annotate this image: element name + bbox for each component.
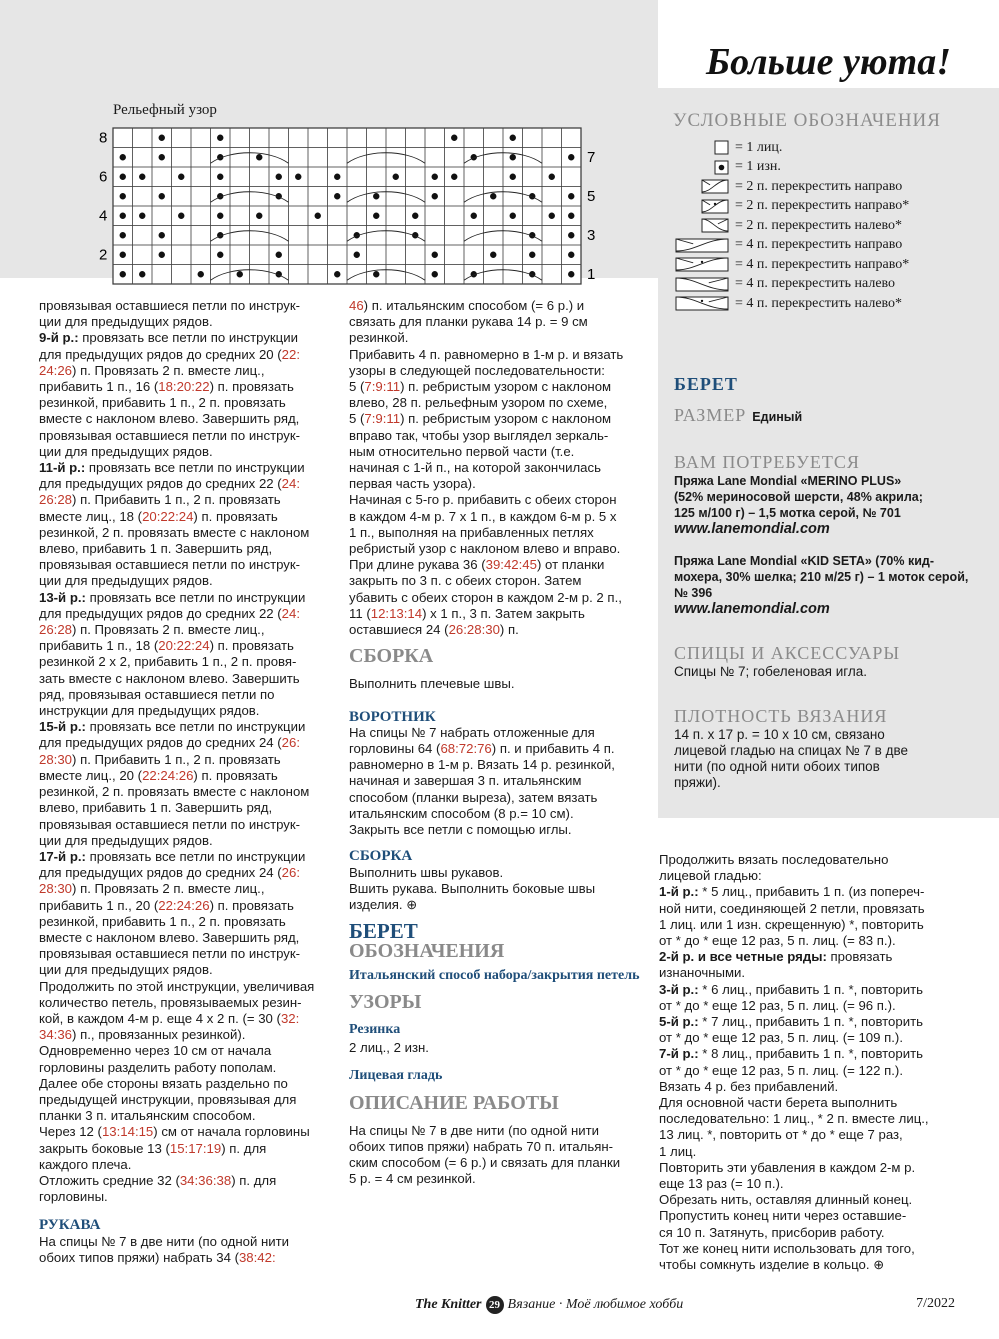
patterns-heading: УЗОРЫ: [349, 990, 422, 1013]
column-1: [39, 298, 339, 1266]
yarn-line: мохера, 30% шелка; 210 м/25 г) – 1 моток серой,: [674, 570, 969, 584]
page-headline: Больше уюта!: [705, 41, 951, 83]
text-line: кой, в каждом 4-м р. еще 4 х 2 п. (= 30 (32:: [39, 1010, 300, 1026]
legend-text: = 1 изн.: [735, 159, 781, 175]
purl-dot: [471, 213, 477, 219]
text-line: На спицы № 7 в две нити (по одной нити: [39, 1233, 290, 1249]
text-line: от * до * еще 12 раз, 5 п. лиц. (= 122 п.).: [659, 1062, 903, 1078]
purl-dot: [120, 213, 126, 219]
purl-dot: [139, 174, 145, 180]
legend-text: = 4 п. перекрестить налево*: [735, 295, 903, 311]
text-line: 11-й р.: провязать все петли по инструкции: [39, 460, 305, 476]
collar-heading: ВОРОТНИК: [349, 708, 436, 725]
text-line: вместе с наклоном влево. Завершить ряд,: [39, 411, 300, 427]
text-line: равномерно в 1-м р. Вязать 14 р. резинкой,: [349, 757, 615, 773]
purl-dot: [568, 252, 574, 258]
purl-dot: [159, 252, 165, 258]
purl-dot: [217, 252, 223, 258]
text-line: 13 лиц. *, повторить от * до * еще 7 раз,: [659, 1127, 903, 1143]
yarn-line: (52% мериносовой шерсти, 48% акрила;: [674, 490, 923, 504]
purl-dot: [120, 232, 126, 238]
legend-text: = 4 п. перекрестить направо*: [735, 256, 910, 272]
materials-heading: ВАМ ПОТРЕБУЕТСЯ: [674, 452, 860, 472]
text-line: Закрыть все петли с помощью иглы.: [349, 822, 572, 838]
legend-text: = 2 п. перекрестить налево*: [735, 217, 903, 233]
purl-dot: [178, 174, 184, 180]
legend-symbol: [673, 218, 729, 233]
gauge-line: пряжи).: [674, 775, 721, 790]
text-line: влево, прибавить 1 п. Завершить ряд,: [39, 800, 273, 816]
legend-item: [673, 275, 973, 295]
text-line: горловины разделить работу пополам.: [39, 1059, 277, 1075]
text-line: убавить с обеих сторон в каждом 2-м р. 2 п.,: [349, 589, 622, 605]
row-number-right: 5: [587, 188, 596, 206]
purl-dot: [432, 174, 438, 180]
chart-title: Рельефный узор: [113, 102, 217, 118]
yarn-line: № 396: [674, 586, 713, 600]
yarn-line: Пряжа Lane Mondial «KID SETA» (70% кид-: [674, 554, 935, 568]
legend: [673, 110, 973, 314]
text-line: При длине рукава 36 (39:42:45) от планки: [349, 557, 605, 573]
text-line: ным относительно первой части (т.е.: [349, 443, 575, 459]
text-line: 1-й р.: * 5 лиц., прибавить 1 п. (из попереч-: [659, 884, 925, 900]
text-line: Одновременно через 10 см от начала: [39, 1043, 272, 1059]
text-line: Тот же конец нити использовать для того,: [659, 1240, 915, 1256]
gauge-line: нити (по одной нити обоих типов: [674, 759, 880, 774]
row-number-left: 4: [99, 207, 108, 225]
text-line: резинкой, 2 п. провязать вместе с наклоном: [39, 524, 310, 540]
purl-dot: [490, 252, 496, 258]
end-mark-icon: ⊕: [402, 896, 418, 912]
assembly-heading: СБОРКА: [349, 645, 434, 668]
gauge-line: 14 п. х 17 р. = 10 х 10 см, связано: [674, 727, 885, 742]
purl-dot: [549, 174, 555, 180]
purl-dot: [139, 213, 145, 219]
legend-text: = 2 п. перекрестить направо: [735, 178, 903, 194]
column-3: [659, 852, 959, 1273]
text-line: 15-й р.: провязать все петли по инструкции: [39, 719, 306, 735]
row-number-right: 3: [587, 227, 596, 245]
legend-text: = 4 п. перекрестить налево: [735, 276, 896, 292]
legend-title: УСЛОВНЫЕ ОБОЗНАЧЕНИЯ: [673, 110, 941, 131]
text-line: закрыть по 3 п. с обеих сторон. Затем: [349, 573, 582, 589]
row-number-right: 7: [587, 149, 596, 167]
purl-dot: [393, 174, 399, 180]
text-line: ции для предыдущих рядов.: [39, 962, 213, 978]
purl-dot: [178, 213, 184, 219]
purl-dot: [373, 213, 379, 219]
text-line: ским способом (= 6 р.) и связать для планки: [349, 1155, 621, 1171]
text-line: ряд, провязывая оставшиеся петли по: [39, 686, 275, 702]
purl-dot: [568, 213, 574, 219]
purl-dot: [412, 213, 418, 219]
text-line: способом (планки выреза), затем вязать: [349, 789, 598, 805]
text-line: для предыдущих рядов до средних 20 (22:: [39, 346, 301, 362]
text-line: 5 (7:9:11) п. ребристым узором с наклоном: [349, 411, 612, 427]
text-line: ции для предыдущих рядов.: [39, 443, 213, 459]
purl-dot: [432, 252, 438, 258]
purl-dot: [490, 193, 496, 199]
purl-dot: [373, 271, 379, 277]
purl-dot: [120, 193, 126, 199]
purl-dot: [451, 174, 457, 180]
yarn-1: [674, 473, 974, 521]
needles-text: Спицы № 7; гобеленовая игла.: [674, 664, 868, 679]
text-line: для предыдущих рядов до средних 24 (26:: [39, 735, 301, 751]
row-number-right: 1: [587, 266, 596, 284]
text-line: Продолжить по этой инструкции, увеличивая: [39, 978, 315, 994]
beret-section-heading: БЕРЕТ: [349, 919, 418, 944]
text-line: влево, 28 п. рельефным узором по схеме,: [349, 395, 608, 411]
gauge-heading: ПЛОТНОСТЬ ВЯЗАНИЯ: [674, 706, 888, 726]
footer-tail: Вязание · Моё любимое хобби: [507, 1297, 684, 1312]
row-number-left: 2: [99, 246, 108, 264]
purl-dot: [256, 213, 262, 219]
text-line: ции для предыдущих рядов.: [39, 573, 213, 589]
purl-dot: [159, 193, 165, 199]
purl-dot: [120, 271, 126, 277]
purl-dot: [217, 174, 223, 180]
size-heading: РАЗМЕР: [674, 405, 747, 425]
page-number: 29: [486, 1296, 504, 1314]
needles-heading: СПИЦЫ И АКСЕССУАРЫ: [674, 643, 901, 663]
text-line: предыдущей инструкции, провязывая для: [39, 1091, 297, 1107]
purl-dot: [568, 154, 574, 160]
footer-brand: The Knitter: [415, 1297, 482, 1312]
text-line: вместе лиц., 20 (22:24:26) п. провязать: [39, 767, 278, 783]
legend-item: [673, 197, 973, 217]
text-line: 13-й р.: провязать все петли по инструкции: [39, 589, 306, 605]
text-line: от * до * еще 12 раз, 5 п. лиц. (= 83 п.).: [659, 933, 896, 949]
text-line: Пропустить конец нити через оставшие-: [659, 1208, 907, 1224]
text-line: 11 (12:13:14) х 1 п., 3 п. Затем закрыть: [349, 605, 585, 621]
purl-dot: [334, 174, 340, 180]
legend-symbol: [673, 277, 729, 292]
text-line: прибавить 1 п., 18 (20:22:24) п. провязать: [39, 638, 294, 654]
text-line: для предыдущих рядов до средних 24 (26:: [39, 865, 301, 881]
text-line: зать вместе с наклоном влево. Завершить: [39, 670, 300, 686]
column-2: [349, 298, 649, 1188]
text-line: Через 12 (13:14:15) см от начала горловины: [39, 1124, 310, 1140]
legend-item: [673, 177, 973, 197]
gauge-text: [674, 727, 974, 791]
text-line: резинкой.: [349, 330, 409, 346]
text-line: Вшить рукава. Выполнить боковые швы: [349, 880, 596, 896]
text-line: 5 (7:9:11) п. ребристым узором с наклоном: [349, 379, 612, 395]
text-line: резинкой, прибавить 1 п., 2 п. провязать: [39, 913, 286, 929]
text-line: горловины.: [39, 1189, 108, 1205]
text-line: Вязать 4 р. без прибавлений.: [659, 1078, 839, 1094]
text-line: прибавить 1 п., 20 (22:24:26) п. провязать: [39, 897, 294, 913]
text-line: провязывая оставшиеся петли по инструк-: [39, 427, 301, 443]
text-line: 24:26) п. Провязать 2 п. вместе лиц.,: [39, 362, 265, 378]
text-line: 9-й р.: провязать все петли по инструкции: [39, 330, 298, 346]
yarn-2: [674, 553, 974, 601]
size-value: Единый: [752, 410, 803, 424]
purl-dot: [568, 232, 574, 238]
legend-item: [673, 236, 973, 256]
text-line: связать для планки рукава 14 р. = 9 см: [349, 314, 588, 330]
row-number-left: 8: [99, 129, 108, 147]
beret-heading: БЕРЕТ: [674, 374, 738, 394]
sleeves-heading: РУКАВА: [39, 1217, 101, 1234]
text-line: изделия. ⊕: [349, 896, 418, 912]
purl-dot: [120, 174, 126, 180]
text-line: первая часть узора).: [349, 476, 476, 492]
text-line: 26:28) п. Прибавить 1 п., 2 п. провязать: [39, 492, 281, 508]
text-line: каждого плеча.: [39, 1156, 132, 1172]
yarn-2-url: www.lanemondial.com: [674, 601, 830, 617]
text-line: 34:36) п., провязанных резинкой).: [39, 1027, 246, 1043]
legend-item: [673, 158, 973, 178]
text-line: 5 р. = 4 см резинкой.: [349, 1171, 476, 1187]
yarn-1-url: www.lanemondial.com: [674, 521, 830, 537]
text-line: закрыть боковые 13 (15:17:19) п. для: [39, 1140, 267, 1156]
text-line: вместе с наклоном влево. Завершить ряд,: [39, 929, 300, 945]
text-line: провязывая оставшиеся петли по инструк-: [39, 816, 301, 832]
rib-heading: Резинка: [349, 1021, 401, 1037]
text-line: оставшиеся 24 (26:28:30) п.: [349, 622, 519, 638]
legend-symbol: [673, 160, 729, 175]
legend-item: [673, 216, 973, 236]
text-line: изнаночными.: [659, 965, 746, 981]
text-line: 2-й р. и все четные ряды: провязать: [659, 949, 893, 965]
text-line: планки 3 п. итальянским способом.: [39, 1108, 256, 1124]
purl-dot: [510, 213, 516, 219]
text-line: 1 лиц.: [659, 1143, 697, 1159]
purl-dot: [217, 213, 223, 219]
text-line: инструкции для предыдущих рядов.: [39, 703, 260, 719]
purl-dot: [139, 271, 145, 277]
purl-dot: [256, 154, 262, 160]
purl-dot: [237, 271, 243, 277]
text-line: прибавить 1 п., 16 (18:20:22) п. провязать: [39, 379, 294, 395]
legend-text: = 4 п. перекрестить направо: [735, 237, 903, 253]
text-line: последовательно: 1 лиц., * 2 п. вместе лиц.,: [659, 1111, 929, 1127]
text-line: 1 п., выполняя на прибавленных петлях: [349, 524, 594, 540]
legend-rows: [673, 138, 973, 314]
stockinette-heading: Лицевая гладь: [349, 1068, 443, 1084]
text-line: Обрезать нить, оставляя длинный конец.: [659, 1192, 913, 1208]
text-line: 7-й р.: * 8 лиц., прибавить 1 п. *, повторить: [659, 1046, 924, 1062]
text-line: Повторить эти убавления в каждом 2-м р.: [659, 1159, 916, 1175]
text-line: чтобы сомкнуть изделие в кольцо. ⊕: [659, 1257, 885, 1273]
text-line: провязывая оставшиеся петли по инструк-: [39, 557, 301, 573]
purl-dot: [159, 154, 165, 160]
purl-dot: [295, 174, 301, 180]
purl-dot: [198, 271, 204, 277]
text-line: от * до * еще 12 раз, 5 п. лиц. (= 96 п.).: [659, 997, 896, 1013]
issue-number: 7/2022: [916, 1296, 955, 1311]
text-line: лицевой гладью:: [659, 868, 762, 884]
text-line: На спицы № 7 в две нити (по одной нити: [349, 1122, 600, 1138]
text-line: Выполнить плечевые швы.: [349, 676, 515, 692]
text-line: вправо так, чтобы узор выглядел зеркаль-: [349, 427, 609, 443]
purl-dot: [549, 213, 555, 219]
text-line: резинкой, 2 п. провязать вместе с наклоном: [39, 784, 310, 800]
work-description-heading: ОПИСАНИЕ РАБОТЫ: [349, 1091, 559, 1114]
text-line: 28:30) п. Прибавить 1 п., 2 п. провязать: [39, 751, 281, 767]
legend-symbol: [673, 296, 729, 311]
purl-dot: [120, 252, 126, 258]
legend-symbol: [673, 179, 729, 194]
text-line: 17-й р.: провязать все петли по инструкции: [39, 848, 306, 864]
text-line: 2 лиц., 2 изн.: [349, 1040, 429, 1056]
text-line: от * до * еще 12 раз, 5 п. лиц. (= 109 п.).: [659, 1030, 903, 1046]
purl-dot: [159, 135, 165, 141]
legend-symbol: [673, 238, 729, 253]
text-line: На спицы № 7 набрать отложенные для: [349, 724, 595, 740]
footer: [415, 1296, 683, 1314]
purl-dot: [334, 193, 340, 199]
legend-symbol: [673, 199, 729, 214]
purl-dot: [510, 135, 516, 141]
italian-method-heading: Итальянский способ набора/закрытия петель: [349, 967, 640, 983]
purl-dot: [315, 213, 321, 219]
purl-dot: [217, 135, 223, 141]
text-line: количество петель, провязываемых резин-: [39, 994, 302, 1010]
text-line: Для основной части берета выполнить: [659, 1095, 898, 1111]
text-line: Начиная с 5-го р. прибавить с обеих сторон: [349, 492, 617, 508]
text-line: влево, прибавить 1 п. Завершить ряд,: [39, 541, 273, 557]
purl-dot: [529, 252, 535, 258]
text-line: Прибавить 4 п. равномерно в 1-м р. и вязать: [349, 346, 624, 362]
legend-item: [673, 138, 973, 158]
legend-item: [673, 255, 973, 275]
purl-dot: [120, 154, 126, 160]
text-line: узоры в следующей последовательности:: [349, 362, 605, 378]
purl-dot: [354, 252, 360, 258]
text-line: обоих типов пряжи) набрать 70 п. итальян-: [349, 1138, 614, 1154]
row-number-left: 6: [99, 168, 108, 186]
text-line: 28:30) п. Провязать 2 п. вместе лиц.,: [39, 881, 265, 897]
legend-symbol: [673, 257, 729, 272]
text-line: для предыдущих рядов до средних 22 (24:: [39, 605, 301, 621]
gauge-line: лицевой гладью на спицах № 7 в две: [674, 743, 909, 758]
text-line: Далее обе стороны вязать раздельно по: [39, 1075, 288, 1091]
stitch-chart: [95, 125, 615, 284]
text-line: 3-й р.: * 6 лиц., прибавить 1 п. *, повторить: [659, 981, 924, 997]
purl-dot: [568, 271, 574, 277]
text-line: Отложить средние 32 (34:36:38) п. для: [39, 1172, 277, 1188]
purl-dot: [276, 174, 282, 180]
text-line: резинкой, прибавить 1 п., 2 п. провязать: [39, 395, 286, 411]
text-line: еще 13 раз (= 10 п.).: [659, 1176, 784, 1192]
text-line: резинкой 2 х 2, прибавить 1 п., 2 п. провя-: [39, 654, 297, 670]
text-line: ции для предыдущих рядов.: [39, 832, 213, 848]
text-line: для предыдущих рядов до средних 22 (24:: [39, 476, 301, 492]
legend-item: [673, 294, 973, 314]
purl-dot: [432, 271, 438, 277]
purl-dot: [510, 174, 516, 180]
legend-text: = 2 п. перекрестить направо*: [735, 198, 910, 214]
right-info: [674, 374, 974, 791]
text-line: в каждом 4-м р. 7 х 1 п., в каждом 6-м р. 5 х: [349, 508, 617, 524]
text-line: ции для предыдущих рядов.: [39, 314, 213, 330]
text-line: 5-й р.: * 7 лиц., прибавить 1 п. *, повторить: [659, 1014, 924, 1030]
purl-dot: [432, 193, 438, 199]
text-line: 46) п. итальянским способом (= 6 р.) и: [349, 298, 585, 313]
text-line: провязывая оставшиеся петли по инструк-: [39, 946, 301, 962]
text-line: ребристый узор с наклоном влево и вправо.: [349, 541, 621, 557]
purl-dot: [276, 252, 282, 258]
yarn-line: Пряжа Lane Mondial «MERINO PLUS»: [674, 474, 902, 488]
purl-dot: [334, 271, 340, 277]
purl-dot: [568, 193, 574, 199]
yarn-line: 125 м/100 г) – 1,5 мотка серой, № 701: [674, 506, 901, 520]
text-line: обоих типов пряжи) набрать 34 (38:42:: [39, 1249, 276, 1265]
text-line: 1 лиц. или 1 изн. скрещенную) *, повторить: [659, 916, 924, 932]
notation-heading: ОБОЗНАЧЕНИЯ: [349, 940, 505, 963]
text-line: Продолжить вязать последовательно: [659, 852, 889, 867]
text-line: провязывая оставшиеся петли по инструк-: [39, 298, 301, 313]
purl-dot: [159, 232, 165, 238]
text-line: ной нити, соединяющей 2 петли, провязать: [659, 900, 925, 916]
text-line: Выполнить швы рукавов.: [349, 864, 504, 880]
text-line: начиная и завершая 3 п. итальянским: [349, 773, 582, 789]
assembly2-heading: СБОРКА: [349, 848, 413, 865]
text-line: горловины 64 (68:72:76) п. и прибавить 4 п.: [349, 741, 615, 757]
text-line: итальянским способом (8 р.= 10 см).: [349, 805, 574, 821]
purl-dot: [451, 135, 457, 141]
purl-dot: [373, 193, 379, 199]
text-line: 26:28) п. Провязать 2 п. вместе лиц.,: [39, 622, 265, 638]
text-line: начиная с 1-й п., на которой закончилась: [349, 460, 601, 476]
purl-dot: [510, 154, 516, 160]
text-line: вместе лиц., 18 (20:22:24) п. провязать: [39, 508, 278, 524]
legend-symbol: [673, 140, 729, 155]
text-line: ся 10 п. Затянуть, присборив работу.: [659, 1224, 885, 1240]
legend-text: = 1 лиц.: [735, 139, 783, 155]
